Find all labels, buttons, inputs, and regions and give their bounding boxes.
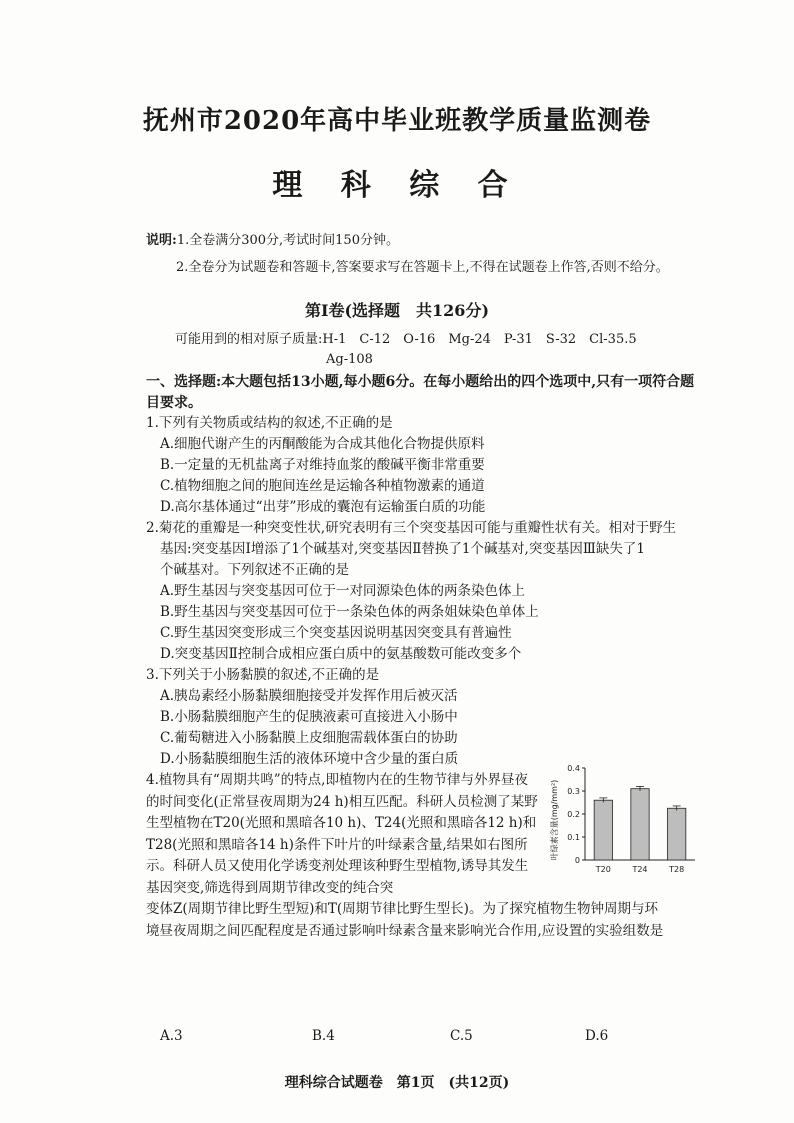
chart-y-tick-label: 0.4: [567, 764, 580, 773]
question-3-stem: 3.下列关于小肠黏膜的叙述,不正确的是: [146, 667, 380, 683]
question-2-option-d: D.突变基因Ⅱ控制合成相应蛋白质中的氨基酸数可能改变多个: [160, 646, 522, 662]
question-1-option-c: C.植物细胞之间的胞间连丝是运输各种植物激素的通道: [160, 478, 485, 494]
chart-x-tick-label: T28: [669, 865, 685, 874]
question-3-option-a: A.胰岛素经小肠黏膜细胞接受并发挥作用后被灭活: [160, 688, 458, 704]
section-instructions: 一、选择题:本大题包括13小题,每小题6分。在每小题给出的四个选项中,只有一项符合题目要求。: [146, 374, 695, 411]
question-2-stem-line-1: 2.菊花的重瓣是一种突变性状,研究表明有三个突变基因可能与重瓣性状有关。相对于野生: [146, 520, 677, 536]
question-4-option-d: D.6: [585, 1028, 609, 1044]
chart-y-axis-label: 叶绿素含量(mg/mm²): [550, 779, 559, 861]
atomic-masses-line-1: 可能用到的相对原子质量:H-1 C-12 O-16 Mg-24 P-31 S-32 Cl-35.5: [175, 332, 637, 347]
question-1-option-d: D.高尔基体通过“出芽”形成的囊泡有运输蛋白质的功能: [160, 499, 486, 515]
chart-x-tick-label: T24: [632, 865, 648, 874]
question-3-option-c: C.葡萄糖进入小肠黏膜上皮细胞需载体蛋白的协助: [160, 730, 458, 746]
chart-plot-area: [567, 764, 695, 874]
chlorophyll-bar-chart: [545, 760, 705, 882]
question-1-option-b: B.一定量的无机盐离子对维持血浆的酸碱平衡非常重要: [160, 457, 485, 473]
chart-bar-t20: [594, 800, 612, 860]
question-4-stem-line-a: 变体Z(周期节律比野生型短)和T(周期节律比野生型长)。为了探究植物生物钟周期与环: [146, 901, 658, 917]
question-4-stem-line-b: 境昼夜周期之间匹配程度是否通过影响叶绿素含量来影响光合作用,应设置的实验组数是: [146, 922, 664, 939]
chart-x-tick-label: T20: [595, 865, 611, 874]
chart-bar-t28: [668, 808, 686, 860]
page-footer: 理科综合试题卷 第1页 (共12页): [284, 1075, 510, 1091]
document-title: 抚州市2020年高中毕业班教学质量监测卷: [142, 106, 652, 136]
question-3-option-b: B.小肠黏膜细胞产生的促胰液素可直接进入小肠中: [160, 709, 458, 725]
question-3-option-d: D.小肠黏膜细胞生活的液体环境中含少量的蛋白质: [160, 751, 459, 767]
question-4-stem-text: 4.植物具有“周期共鸣”的特点,即植物内在的生物节律与外界昼夜的时间变化(正常昼夜周期为24 h)相互匹配。科研人员检测了某野生型植物在T20(光照和黑暗各10 h)、T24(光照和黑暗各12 h)和T28(光照和黑暗各14 h)条件下叶片的叶绿素含量,结果如右图所示。科研人员又使用化学诱变剂处理该种野生型植物,诱导其发生基因突变,筛选得到周期节律改变的纯合突: [146, 772, 538, 896]
atomic-masses-line-2: Ag-108: [326, 352, 373, 367]
chart-y-tick-label: 0: [574, 856, 580, 865]
question-1-stem: 1.下列有关物质或结构的叙述,不正确的是: [146, 415, 393, 431]
note-1-text: 1.全卷满分300分,考试时间150分钟。: [176, 233, 399, 248]
question-4-option-a: A.3: [160, 1028, 183, 1044]
question-4-option-c: C.5: [450, 1028, 473, 1044]
question-2-option-c: C.野生基因突变形成三个突变基因说明基因突变具有普遍性: [160, 625, 512, 641]
document-subtitle: 理 科 综 合: [272, 168, 522, 203]
question-2-option-a: A.野生基因与突变基因可位于一对同源染色体的两条染色体上: [160, 583, 526, 599]
question-2-stem-line-3: 个碱基对。下列叙述不正确的是: [160, 562, 349, 578]
question-4-option-b: B.4: [312, 1028, 335, 1044]
chart-y-tick-label: 0.3: [567, 787, 580, 796]
chart-y-tick-label: 0.2: [567, 810, 580, 819]
question-1-option-a: A.细胞代谢产生的丙酮酸能为合成其他化合物提供原料: [160, 436, 485, 452]
chart-bar-t24: [631, 789, 649, 860]
note-1: [146, 229, 399, 248]
section-title: 第Ⅰ卷(选择题 共126分): [304, 301, 490, 320]
question-2-option-b: B.野生基因与突变基因可位于一条染色体的两条姐妹染色单体上: [160, 604, 539, 620]
question-2-stem-line-2: 基因:突变基因Ⅰ增添了1个碱基对,突变基因Ⅱ替换了1个碱基对,突变基因Ⅲ缺失了1: [160, 541, 645, 557]
chart-y-tick-label: 0.1: [567, 833, 580, 842]
note-label: 说明:: [146, 233, 177, 248]
note-2: 2.全卷分为试题卷和答题卡,答案要求写在答题卡上,不得在试题卷上作答,否则不给分。: [176, 260, 669, 275]
atomic-masses: [175, 330, 715, 370]
